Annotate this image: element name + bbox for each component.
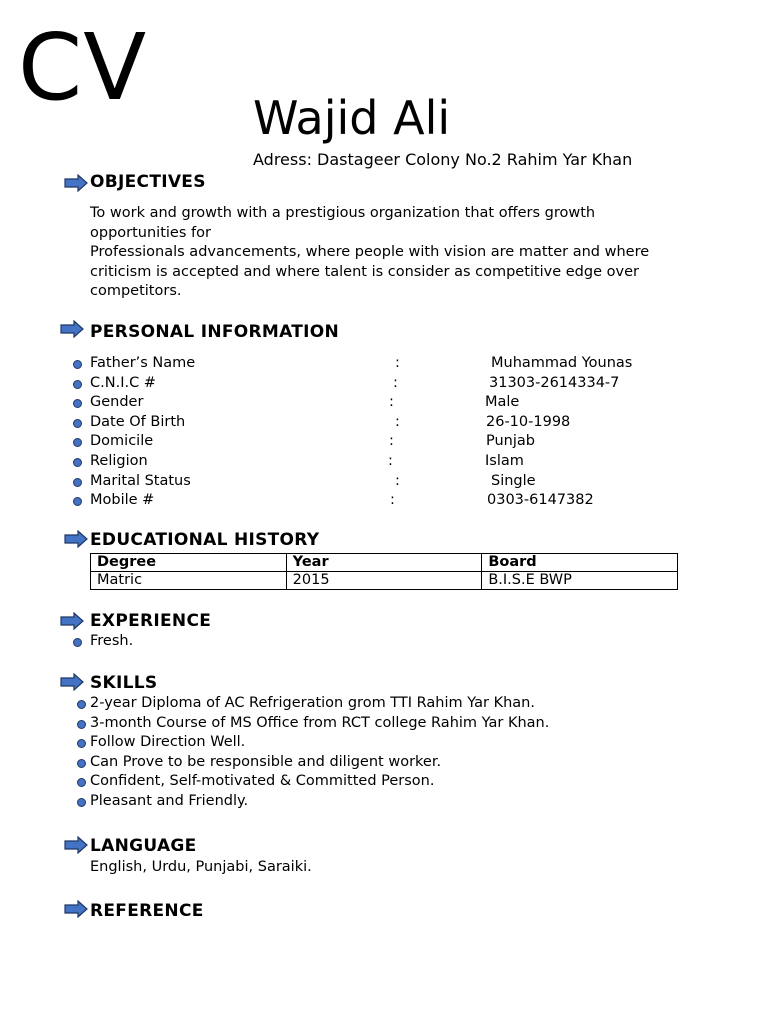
bullet-dot-icon — [77, 739, 86, 748]
right-arrow-icon — [60, 673, 84, 691]
section-heading-objectives: OBJECTIVES — [90, 172, 206, 192]
personal-colon: : — [395, 472, 400, 489]
bullet-dot-icon — [77, 720, 86, 729]
objective-line-1: To work and growth with a prestigious organization that offers growth opportunities for — [90, 205, 596, 241]
education-table — [90, 553, 678, 590]
bullet-dot-icon — [77, 778, 86, 787]
objective-line-2: Professionals advancements, where people with vision are matter and where criticism is accepted and where talent is consider as competitive edge over competitors. — [90, 244, 650, 300]
right-arrow-icon — [64, 174, 88, 192]
bullet-dot-icon — [77, 700, 86, 709]
candidate-address: Adress: Dastageer Colony No.2 Rahim Yar Khan — [253, 150, 633, 169]
right-arrow-icon — [60, 320, 84, 338]
table-header-row — [91, 554, 678, 572]
personal-label: Domicile — [90, 433, 154, 450]
personal-label: Father’s Name — [90, 355, 196, 371]
bullet-dot-icon — [73, 438, 82, 447]
personal-value: Muhammad Younas — [491, 355, 633, 371]
skill-text: Can Prove to be responsible and diligent worker. — [90, 753, 442, 770]
personal-label: C.N.I.C # — [90, 374, 156, 391]
language-text: English, Urdu, Punjabi, Saraiki. — [90, 859, 312, 875]
skill-text: Pleasant and Friendly. — [90, 793, 249, 809]
cv-title-mark: CV — [18, 14, 148, 121]
personal-label: Religion — [90, 453, 148, 469]
bullet-dot-icon — [73, 399, 82, 408]
personal-value: 0303-6147382 — [487, 492, 594, 509]
bullet-dot-icon — [73, 360, 82, 369]
table-header-cell: Board — [482, 554, 678, 572]
personal-row-father-name — [0, 355, 700, 375]
personal-row-gender — [0, 394, 700, 414]
section-heading-skills: SKILLS — [90, 673, 158, 693]
skill-text: Follow Direction Well. — [90, 734, 246, 751]
section-heading-language: LANGUAGE — [90, 836, 197, 856]
bullet-dot-icon — [73, 419, 82, 428]
section-heading-educational-history: EDUCATIONAL HISTORY — [90, 530, 320, 550]
personal-label: Mobile # — [90, 492, 155, 509]
table-row — [91, 572, 678, 590]
section-heading-experience: EXPERIENCE — [90, 611, 212, 631]
personal-colon: : — [395, 355, 400, 371]
table-cell: 2015 — [286, 572, 482, 590]
section-heading-personal-information: PERSONAL INFORMATION — [90, 322, 340, 342]
personal-row-religion — [0, 453, 700, 473]
personal-value: Islam — [485, 453, 524, 469]
personal-colon: : — [388, 453, 393, 469]
skill-text: 2-year Diploma of AC Refrigeration grom TTI Rahim Yar Khan. — [90, 695, 535, 711]
personal-value: Single — [491, 472, 536, 489]
right-arrow-icon — [60, 612, 84, 630]
personal-label: Date Of Birth — [90, 413, 186, 430]
personal-label: Gender — [90, 394, 144, 411]
section-heading-reference: REFERENCE — [90, 901, 204, 921]
personal-colon: : — [389, 394, 394, 411]
personal-row-cnic — [0, 375, 700, 395]
personal-row-date-of-birth — [0, 414, 700, 434]
table-header-cell: Year — [286, 554, 482, 572]
table-header-cell: Degree — [91, 554, 287, 572]
bullet-dot-icon — [73, 458, 82, 467]
personal-colon: : — [390, 492, 395, 509]
personal-label: Marital Status — [90, 472, 191, 489]
bullet-dot-icon — [77, 798, 86, 807]
personal-value: 31303-2614334-7 — [489, 374, 620, 391]
right-arrow-icon — [64, 836, 88, 854]
personal-value: 26-10-1998 — [486, 413, 571, 430]
bullet-dot-icon — [73, 497, 82, 506]
personal-colon: : — [389, 433, 394, 450]
personal-row-marital-status — [0, 473, 700, 493]
right-arrow-icon — [64, 900, 88, 918]
bullet-dot-icon — [73, 380, 82, 389]
personal-colon: : — [393, 374, 398, 391]
right-arrow-icon — [64, 530, 88, 548]
candidate-name: Wajid Ali — [253, 91, 451, 145]
table-cell: B.I.S.E BWP — [482, 572, 678, 590]
experience-text: Fresh. — [90, 633, 134, 649]
bullet-dot-icon — [77, 759, 86, 768]
skill-text: 3-month Course of MS Office from RCT college Rahim Yar Khan. — [90, 714, 550, 731]
skill-text: Confident, Self-motivated & Committed Person. — [90, 773, 435, 790]
bullet-dot-icon — [73, 638, 82, 647]
personal-row-mobile — [0, 492, 700, 512]
personal-value: Male — [485, 394, 520, 411]
personal-row-domicile — [0, 433, 700, 453]
table-cell: Matric — [91, 572, 287, 590]
personal-value: Punjab — [486, 433, 535, 450]
bullet-dot-icon — [73, 478, 82, 487]
objective-text — [90, 204, 690, 302]
personal-colon: : — [395, 413, 400, 430]
